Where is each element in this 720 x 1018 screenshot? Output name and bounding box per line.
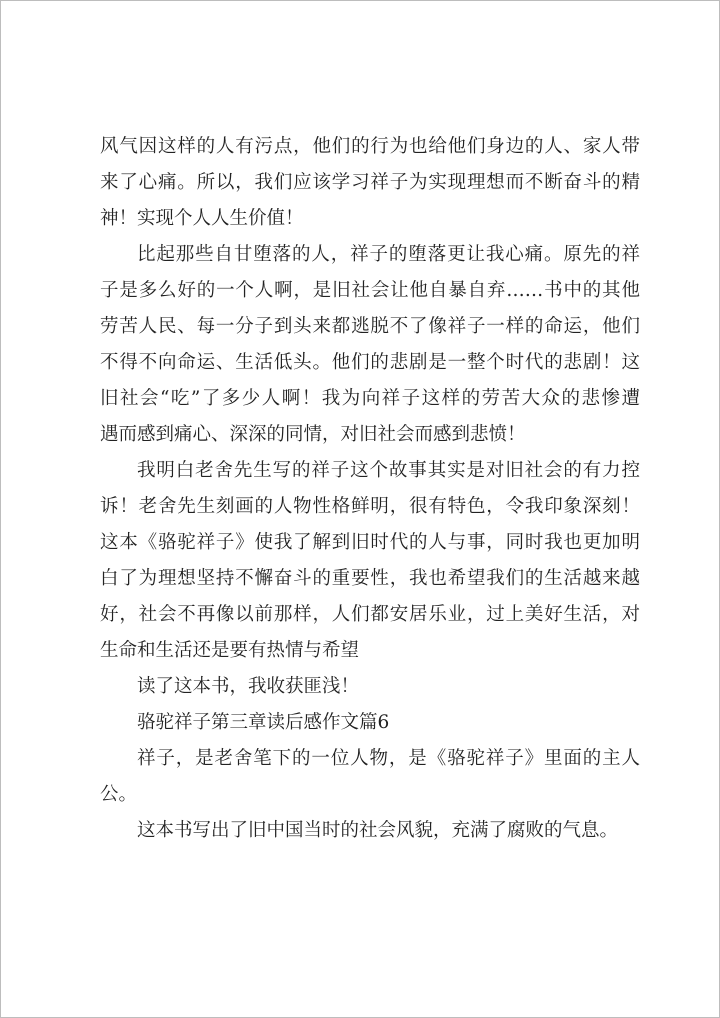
text-line: 读了这本书，我收获匪浅！ <box>137 676 360 697</box>
text-line: 祥子，是老舍笔下的一位人物，是《骆驼祥子》里面的主人 <box>137 748 640 769</box>
text-line: 白了为理想坚持不懈奋斗的重要性，我也希望我们的生活越来越 <box>100 568 640 589</box>
text-line: 生命和生活还是要有热情与希望 <box>100 640 360 661</box>
text-line: 我明白老舍先生写的祥子这个故事其实是对旧社会的有力控 <box>137 460 640 481</box>
text-line: 来了心痛。所以，我们应该学习祥子为实现理想而不断奋斗的精 <box>100 172 640 193</box>
text-line: 不得不向命运、生活低头。他们的悲剧是一整个时代的悲剧！这 <box>100 352 640 373</box>
section-heading: 骆驼祥子第三章读后感作文篇6 <box>137 712 390 733</box>
text-line: 神！实现个人人生价值！ <box>100 208 304 229</box>
text-line: 遇而感到痛心、深深的同情，对旧社会而感到悲愤！ <box>100 424 526 445</box>
text-line: 这本《骆驼祥子》使我了解到旧时代的人与事，同时我也更加明 <box>100 532 640 553</box>
text-line: 旧社会“吃”了多少人啊！我为向祥子这样的劳苦大众的悲惨遭 <box>100 388 640 409</box>
document-body <box>100 129 640 849</box>
text-line: 公。 <box>100 784 138 805</box>
text-line: 好，社会不再像以前那样，人们都安居乐业，过上美好生活，对 <box>100 604 640 625</box>
text-line: 劳苦人民、每一分子到头来都逃脱不了像祥子一样的命运，他们 <box>100 316 640 337</box>
text-line: 诉！老舍先生刻画的人物性格鲜明，很有特色，令我印象深刻！ <box>100 496 640 517</box>
text-line: 子是多么好的一个人啊，是旧社会让他自暴自弃……书中的其他 <box>100 280 640 301</box>
text-line: 比起那些自甘堕落的人，祥子的堕落更让我心痛。原先的祥 <box>137 244 640 265</box>
text-line: 风气因这样的人有污点，他们的行为也给他们身边的人、家人带 <box>100 136 640 157</box>
text-line: 这本书写出了旧中国当时的社会风貌，充满了腐败的气息。 <box>137 820 619 841</box>
